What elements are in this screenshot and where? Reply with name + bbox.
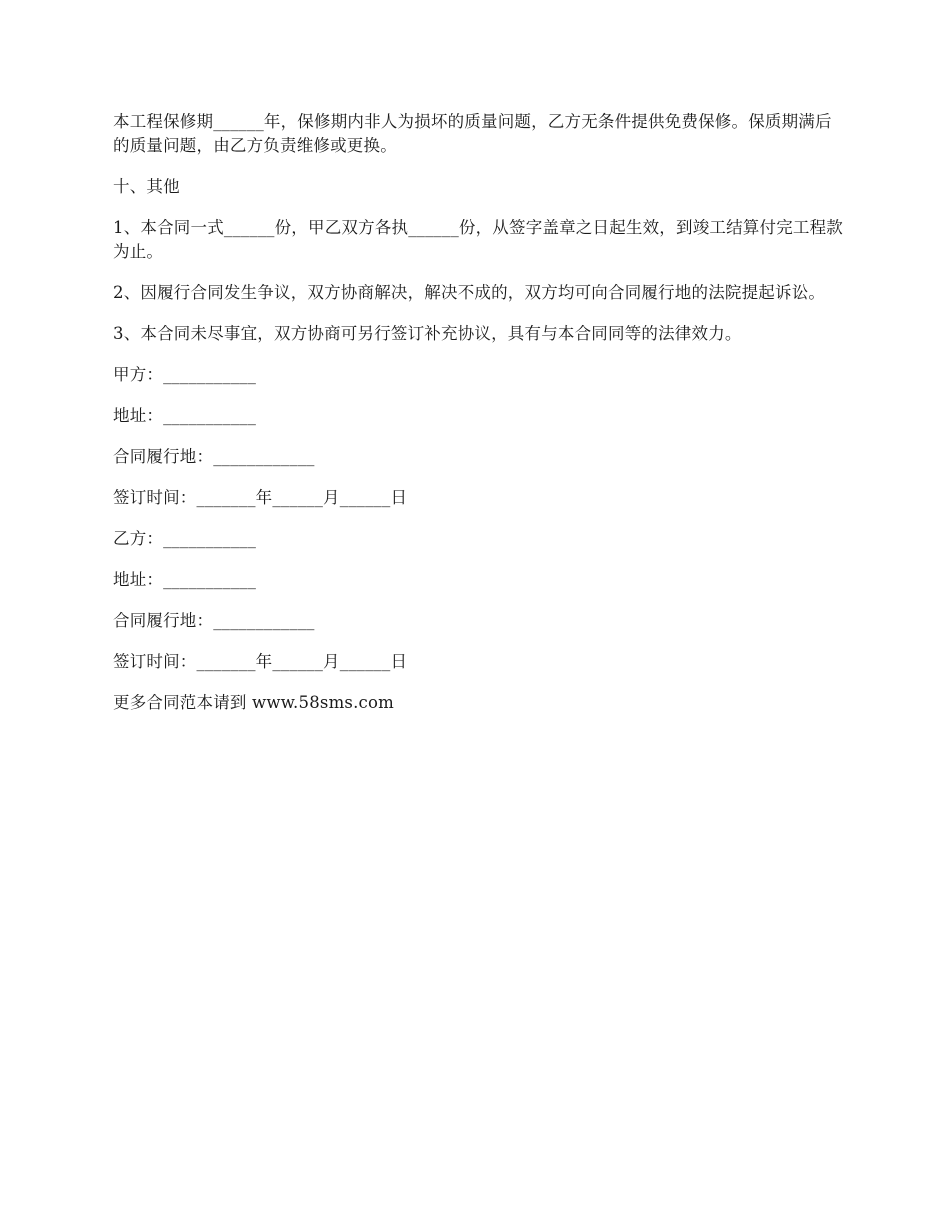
clause-2: 2、因履行合同发生争议，双方协商解决，解决不成的，双方均可向合同履行地的法院提起诉讼。 bbox=[113, 283, 826, 302]
party-b-address: 地址：___________ bbox=[113, 570, 257, 589]
footer-note: 更多合同范本请到 www.58sms.com bbox=[113, 693, 394, 712]
document-page bbox=[113, 110, 843, 732]
party-a-name: 甲方：___________ bbox=[113, 365, 257, 384]
clause-3: 3、本合同未尽事宜，双方协商可另行签订补充协议，具有与本合同同等的法律效力。 bbox=[113, 324, 742, 343]
party-a-address: 地址：___________ bbox=[113, 406, 257, 425]
party-b-name: 乙方：___________ bbox=[113, 529, 257, 548]
clause-1: 1、本合同一式______份，甲乙双方各执______份，从签字盖章之日起生效，到竣工结算付完工程款为止。 bbox=[113, 218, 843, 261]
party-a-place: 合同履行地：____________ bbox=[113, 447, 315, 466]
warranty-paragraph: 本工程保修期______年，保修期内非人为损坏的质量问题，乙方无条件提供免费保修。保质期满后的质量问题，由乙方负责维修或更换。 bbox=[113, 112, 832, 155]
party-a-date: 签订时间：_______年______月______日 bbox=[113, 488, 408, 507]
section-heading-other: 十、其他 bbox=[113, 177, 180, 196]
party-b-place: 合同履行地：____________ bbox=[113, 611, 315, 630]
party-b-date: 签订时间：_______年______月______日 bbox=[113, 652, 408, 671]
